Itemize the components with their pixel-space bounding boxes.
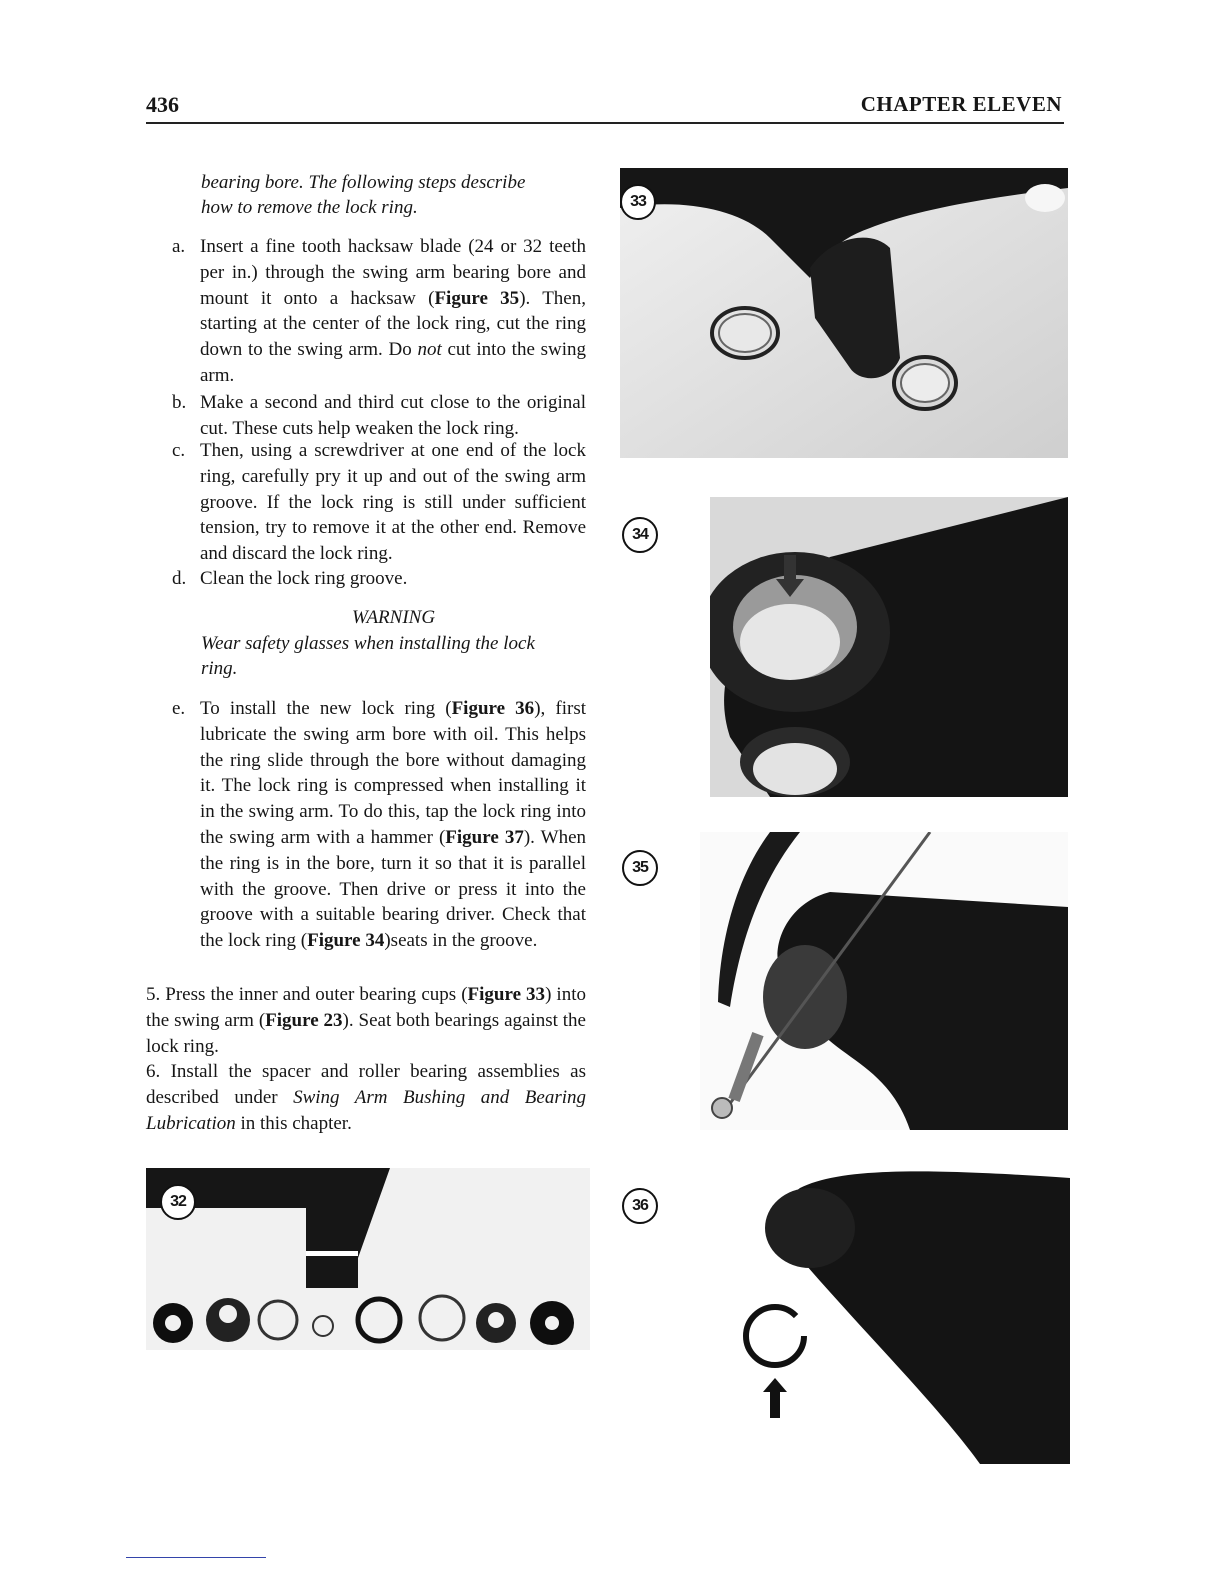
- step-e-text-1: To install the new lock ring (: [200, 698, 452, 719]
- warning-text: Wear safety glasses when installing the lock ring.: [201, 633, 535, 679]
- step-6-text-2: in this chapter.: [235, 1112, 352, 1134]
- figure-35-number: 35: [622, 850, 658, 886]
- step-c-text: Then, using a screwdriver at one end of the lock ring, carefully pry it up and out of the swing arm groove. If the lock ring is still under sufficient tension, try to remove it at the other end. Remove and discard the lock ring.: [200, 440, 586, 565]
- figure-ref: Figure 23: [265, 1009, 343, 1031]
- step-d: [172, 566, 586, 592]
- step-a-text-1: Insert a fine tooth hacksaw blade (24 or 32 teeth per in.) through the swing arm bearing bore and mount it onto a hacksaw (: [200, 236, 586, 309]
- note-top: bearing bore. The following steps describe how to remove the lock ring.: [201, 172, 526, 218]
- step-e: [172, 696, 586, 954]
- step-letter: c.: [172, 440, 186, 461]
- step-6: [146, 1059, 586, 1136]
- header-rule: [146, 122, 1064, 124]
- figure-36-photo: [720, 1168, 1070, 1464]
- figure-33-number: 33: [620, 184, 656, 220]
- step-5-text-3: ). Seat both bearings against the lock ring.: [146, 1009, 586, 1057]
- step-5: [146, 982, 586, 1059]
- swing-arm-bearing-cups-illustration: [620, 168, 1068, 458]
- step-letter: e.: [172, 698, 186, 719]
- step-6-text-1: 6. Install the spacer and roller bearing assemblies as described under: [146, 1061, 586, 1108]
- step-5-text-2: ) into the swing arm (: [146, 984, 586, 1031]
- new-lock-ring-illustration: [720, 1168, 1070, 1464]
- figure-33-photo: [620, 168, 1068, 458]
- lock-ring-seated-illustration: [710, 497, 1068, 797]
- figure-36-number: 36: [622, 1188, 658, 1224]
- step-a-text-3: cut into the swing arm.: [200, 339, 586, 386]
- step-d-text: Clean the lock ring groove.: [200, 568, 408, 589]
- figure-35-photo: [700, 832, 1068, 1130]
- figure-34-photo: [710, 497, 1068, 797]
- figure-ref: Figure 36: [451, 698, 535, 719]
- step-a: [172, 234, 586, 389]
- step-e-text-2: ), first lubricate the swing arm bore with oil. This helps the ring slide through the bore without damaging it. The lock ring is compressed when installing it in the swing arm. To do this, tap the lock ring into the swing arm with a hammer (: [200, 698, 587, 848]
- chapter-title: CHAPTER ELEVEN: [860, 92, 1062, 116]
- step-letter: b.: [172, 392, 187, 413]
- step-a-text-2: ). Then, starting at the center of the lock ring, cut the ring down to the swing arm. Do: [200, 287, 586, 361]
- step-e-text-4: )seats in the groove.: [384, 930, 538, 952]
- step-e-text-3: ). When the ring is in the bore, turn it so that it is parallel with the groove. Then drive or press it into the groove with a suitable bearing driver. Check that the lock ring (: [200, 826, 587, 952]
- emphasis: not: [417, 339, 442, 361]
- step-b: [172, 390, 586, 442]
- figure-ref: Figure 33: [467, 984, 546, 1005]
- figure-ref: Figure 34: [307, 930, 385, 952]
- hacksaw-cutting-lock-ring-illustration: [700, 832, 1068, 1130]
- step-5-text-1: 5. Press the inner and outer bearing cups (: [146, 984, 468, 1005]
- figure-32-photo: [146, 1168, 590, 1350]
- emphasis: Swing Arm Bushing and Bearing Lubrication: [146, 1086, 587, 1134]
- footer-rule: [126, 1557, 266, 1558]
- step-letter: d.: [172, 568, 187, 589]
- figure-32-number: 32: [160, 1184, 196, 1220]
- step-letter: a.: [172, 236, 186, 257]
- step-c: [172, 438, 586, 567]
- bearing-components-illustration: [146, 1168, 590, 1350]
- step-b-text: Make a second and third cut close to the original cut. These cuts help weaken the lock ring.: [200, 392, 586, 439]
- page-number: 436: [146, 92, 179, 117]
- figure-ref: Figure 35: [434, 287, 520, 309]
- warning-title: WARNING: [351, 607, 436, 628]
- figure-34-number: 34: [622, 517, 658, 553]
- figure-ref: Figure 37: [445, 826, 524, 848]
